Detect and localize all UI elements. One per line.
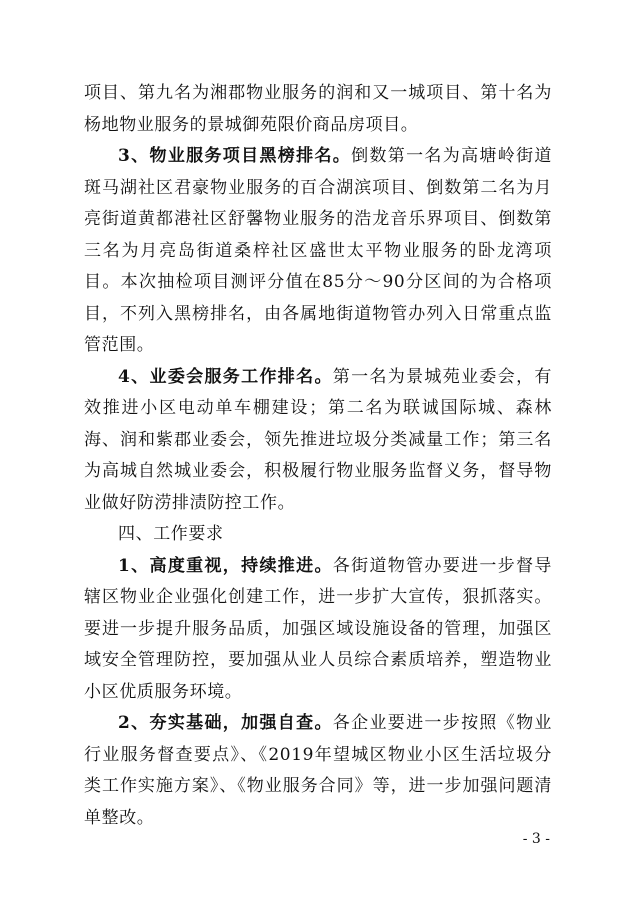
paragraph-requirement-1 [84,551,552,709]
paragraph-item-3 [84,141,552,362]
item-4-body: 第一名为景城苑业委会，有效推进小区电动单车棚建设；第二名为联诚国际城、森林海、润和紫郡业委会，领先推进垃圾分类减量工作；第三名为高城自然城业委会，积极履行物业服务监督义务，督导物业做好防涝排渍防控工作。 [84,366,552,513]
item-4-lead: 4、业委会服务工作排名。 [118,366,333,387]
paragraph-item-4 [84,362,552,520]
requirement-1-body: 各街道物管办要进一步督导辖区物业企业强化创建工作，进一步扩大宣传，狠抓落实。要进一步提升服务品质，加强区域设施设备的管理，加强区域安全管理防控，要加强从业人员综合素质培养，塑造物业小区优质服务环境。 [84,555,552,702]
body-text [84,78,552,834]
page-number: - 3 - [522,831,550,847]
section-heading-work-requirements: 四、工作要求 [118,524,224,544]
requirement-2-lead: 2、夯实基础，加强自查。 [118,713,333,733]
item-3-body: 倒数第一名为高塘岭街道斑马湖社区君豪物业服务的百合湖滨项目、倒数第二名为月亮街道黄都港社区舒馨物业服务的浩龙音乐界项目、倒数第三名为月亮岛街道桑梓社区盛世太平物业服务的卧龙湾项目。本次抽检项目测评分值在85分～90分区间的为合格项目，不列入黑榜排名，由各属地街道物管办列入日常重点监管范围。 [84,146,552,355]
requirement-2-body: 各企业要进一步按照《物业行业服务督查要点》、《2019年望城区物业小区生活垃圾分类工作实施方案》、《物业服务合同》等，进一步加强问题清单整改。 [84,713,552,828]
item-3-lead: 3、物业服务项目黑榜排名。 [118,146,352,166]
requirement-1-lead: 1、高度重视，持续推进。 [118,555,333,576]
paragraph-requirement-2 [84,708,552,834]
paragraph-continuation: 项目、第九名为湘郡物业服务的润和又一城项目、第十名为杨地物业服务的景城御苑限价商品房项目。 [84,83,552,135]
